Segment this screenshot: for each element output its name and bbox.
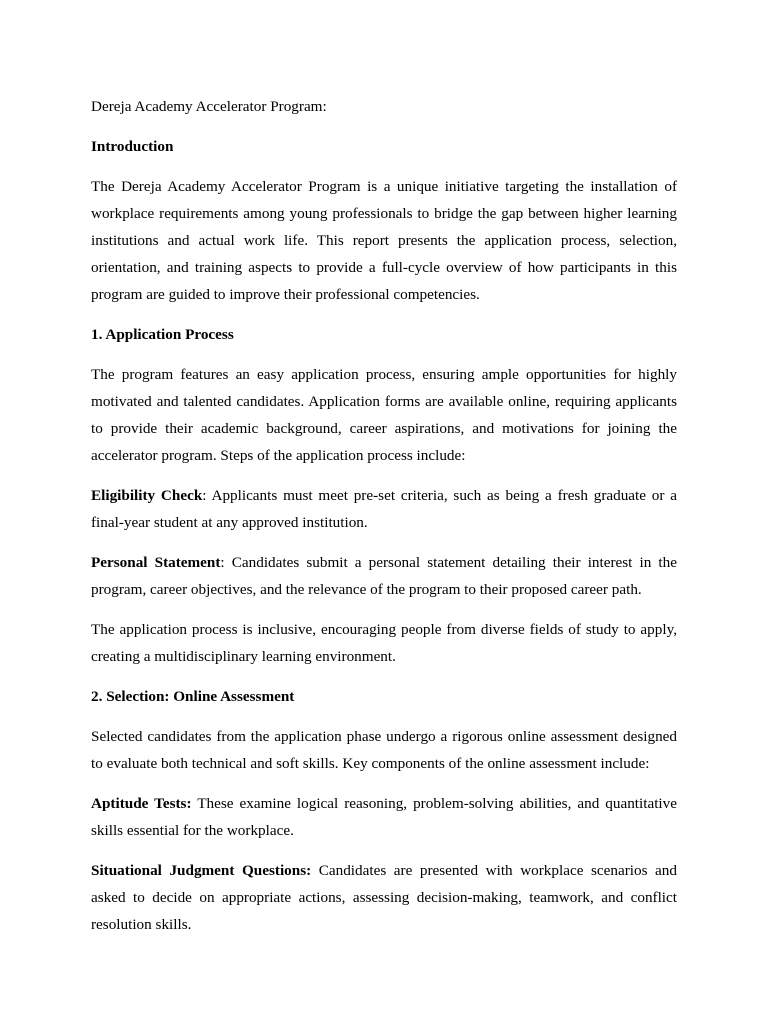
document-page <box>91 93 677 951</box>
personal-statement-separator: : <box>220 554 225 571</box>
document-title: Dereja Academy Accelerator Program: <box>91 98 327 115</box>
eligibility-check-item <box>91 482 677 536</box>
introduction-heading: Introduction <box>91 138 174 155</box>
aptitude-tests-item <box>91 790 677 844</box>
eligibility-check-text: Applicants must meet pre-set criteria, such as being a fresh graduate or a final-year student at any approved institution. <box>91 487 677 531</box>
aptitude-tests-term: Aptitude Tests: <box>91 795 192 812</box>
personal-statement-text: Candidates submit a personal statement detailing their interest in the program, career objectives, and the relevance of the program to their proposed career path. <box>91 554 677 598</box>
selection-heading: 2. Selection: Online Assessment <box>91 688 295 705</box>
eligibility-check-term: Eligibility Check <box>91 487 203 504</box>
aptitude-tests-text: These examine logical reasoning, problem-solving abilities, and quantitative skills essential for the workplace. <box>91 795 677 839</box>
application-process-heading: 1. Application Process <box>91 326 234 343</box>
application-process-paragraph: The program features an easy application process, ensuring ample opportunities for highly motivated and talented candidates. Application forms are available online, requiring applicants to provide their academic background, career aspirations, and motivations for joining the accelerator program. Steps of the application process include: <box>91 366 677 464</box>
situational-judgment-text: Candidates are presented with workplace scenarios and asked to decide on appropriate actions, assessing decision-making, teamwork, and conflict resolution skills. <box>91 862 677 933</box>
selection-paragraph: Selected candidates from the application phase undergo a rigorous online assessment designed to evaluate both technical and soft skills. Key components of the online assessment include: <box>91 728 677 772</box>
application-process-closing: The application process is inclusive, encouraging people from diverse fields of study to apply, creating a multidisciplinary learning environment. <box>91 621 677 665</box>
situational-judgment-term: Situational Judgment Questions: <box>91 862 312 879</box>
personal-statement-term: Personal Statement <box>91 554 221 571</box>
eligibility-check-separator: : <box>202 487 207 504</box>
situational-judgment-item <box>91 857 677 938</box>
introduction-paragraph: The Dereja Academy Accelerator Program is a unique initiative targeting the installation of workplace requirements among young professionals to bridge the gap between higher learning institutions and actual work life. This report presents the application process, selection, orientation, and training aspects to provide a full-cycle overview of how participants in this program are guided to improve their professional competencies. <box>91 178 677 303</box>
personal-statement-item <box>91 549 677 603</box>
